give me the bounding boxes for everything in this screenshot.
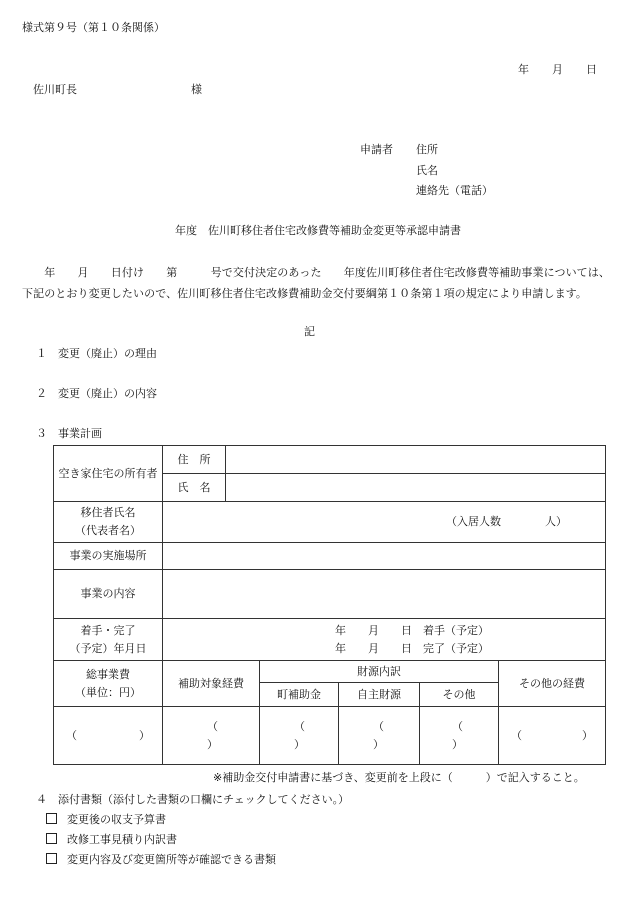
attachment-item-estimate[interactable] <box>46 833 177 847</box>
checkbox-icon[interactable] <box>46 833 57 844</box>
owner-address-field[interactable] <box>226 446 606 474</box>
form-number: 様式第９号（第１０条関係） <box>22 21 165 34</box>
checkbox-icon[interactable] <box>46 853 57 864</box>
section-3-project-plan: ３ 事業計画 <box>36 427 102 440</box>
section-4-attachments: ４ 添付書類（添付した書類の口欄にチェックしてください。） <box>36 793 350 806</box>
note-text: ※補助金交付申請書に基づき、変更前を上段に（ ）で記入すること。 <box>213 771 585 784</box>
applicant-address-label: 住所 <box>416 143 438 156</box>
applicant-contact-label: 連絡先（電話） <box>416 184 493 197</box>
total-cost-field[interactable]: （ ） <box>54 707 163 765</box>
residents-count-label: （入居人数 人） <box>446 515 567 528</box>
funding-breakdown-label: 財源内訳 <box>260 661 499 683</box>
content-label: 事業の内容 <box>54 570 163 619</box>
owner-address-label: 住 所 <box>163 446 226 474</box>
project-plan-table <box>53 445 606 765</box>
attachment-label: 改修工事見積り内訳書 <box>67 833 177 846</box>
applicant-name-label: 氏名 <box>416 164 438 177</box>
town-subsidy-field[interactable]: （ ） <box>260 707 339 765</box>
owner-name-label: 氏 名 <box>163 474 226 502</box>
location-field[interactable] <box>163 543 606 570</box>
own-funds-label: 自主財源 <box>339 683 420 707</box>
addressee-honorific: 様 <box>191 83 202 96</box>
other-costs-label: その他の経費 <box>499 661 606 707</box>
migrant-name-field[interactable] <box>163 502 606 543</box>
date-year-label: 年 <box>518 63 529 76</box>
eligible-cost-label: 補助対象経費 <box>163 661 260 707</box>
content-field[interactable] <box>163 570 606 619</box>
body-text: 年 月 日付け 第 号で交付決定のあった 年度佐川町移住者住宅改修費等補助事業については、下記のとおり変更したいので、佐川町移住者住宅改修費補助金交付要綱第１０条第１項の規定により申請します。 <box>22 266 610 300</box>
attachment-item-budget[interactable] <box>46 813 166 827</box>
start-date-line: 年 月 日 着手（予定） <box>335 623 489 637</box>
attachment-label: 変更内容及び変更箇所等が確認できる書類 <box>67 853 276 866</box>
other-costs-field[interactable]: （ ） <box>499 707 606 765</box>
owner-name-field[interactable] <box>226 474 606 502</box>
period-label: 着手・完了 （予定）年月日 <box>54 619 163 661</box>
date-month-label: 月 <box>552 63 563 76</box>
eligible-cost-field[interactable]: （ ） <box>163 707 260 765</box>
own-funds-field[interactable]: （ ） <box>339 707 420 765</box>
other-funding-field[interactable]: （ ） <box>420 707 499 765</box>
location-label: 事業の実施場所 <box>54 543 163 570</box>
attachment-item-change-docs[interactable] <box>46 853 276 867</box>
checkbox-icon[interactable] <box>46 813 57 824</box>
date-day-label: 日 <box>586 63 597 76</box>
migrant-name-label: 移住者氏名 （代表者名） <box>54 502 163 543</box>
applicant-label: 申請者 <box>360 143 393 156</box>
ki-label: 記 <box>304 325 315 338</box>
period-field[interactable] <box>163 619 606 661</box>
total-cost-label: 総事業費 （単位：円） <box>54 661 163 707</box>
vacant-house-owner-label: 空き家住宅の所有者 <box>54 446 163 502</box>
attachment-label: 変更後の収支予算書 <box>67 813 166 826</box>
section-1-change-reason: １ 変更（廃止）の理由 <box>36 347 157 360</box>
end-date-line: 年 月 日 完了（予定） <box>335 641 489 655</box>
addressee-name: 佐川町長 <box>33 83 77 96</box>
other-funding-label: その他 <box>420 683 499 707</box>
document-title: 年度 佐川町移住者住宅改修費等補助金変更等承認申請書 <box>175 224 461 237</box>
town-subsidy-label: 町補助金 <box>260 683 339 707</box>
section-2-change-content: ２ 変更（廃止）の内容 <box>36 387 157 400</box>
